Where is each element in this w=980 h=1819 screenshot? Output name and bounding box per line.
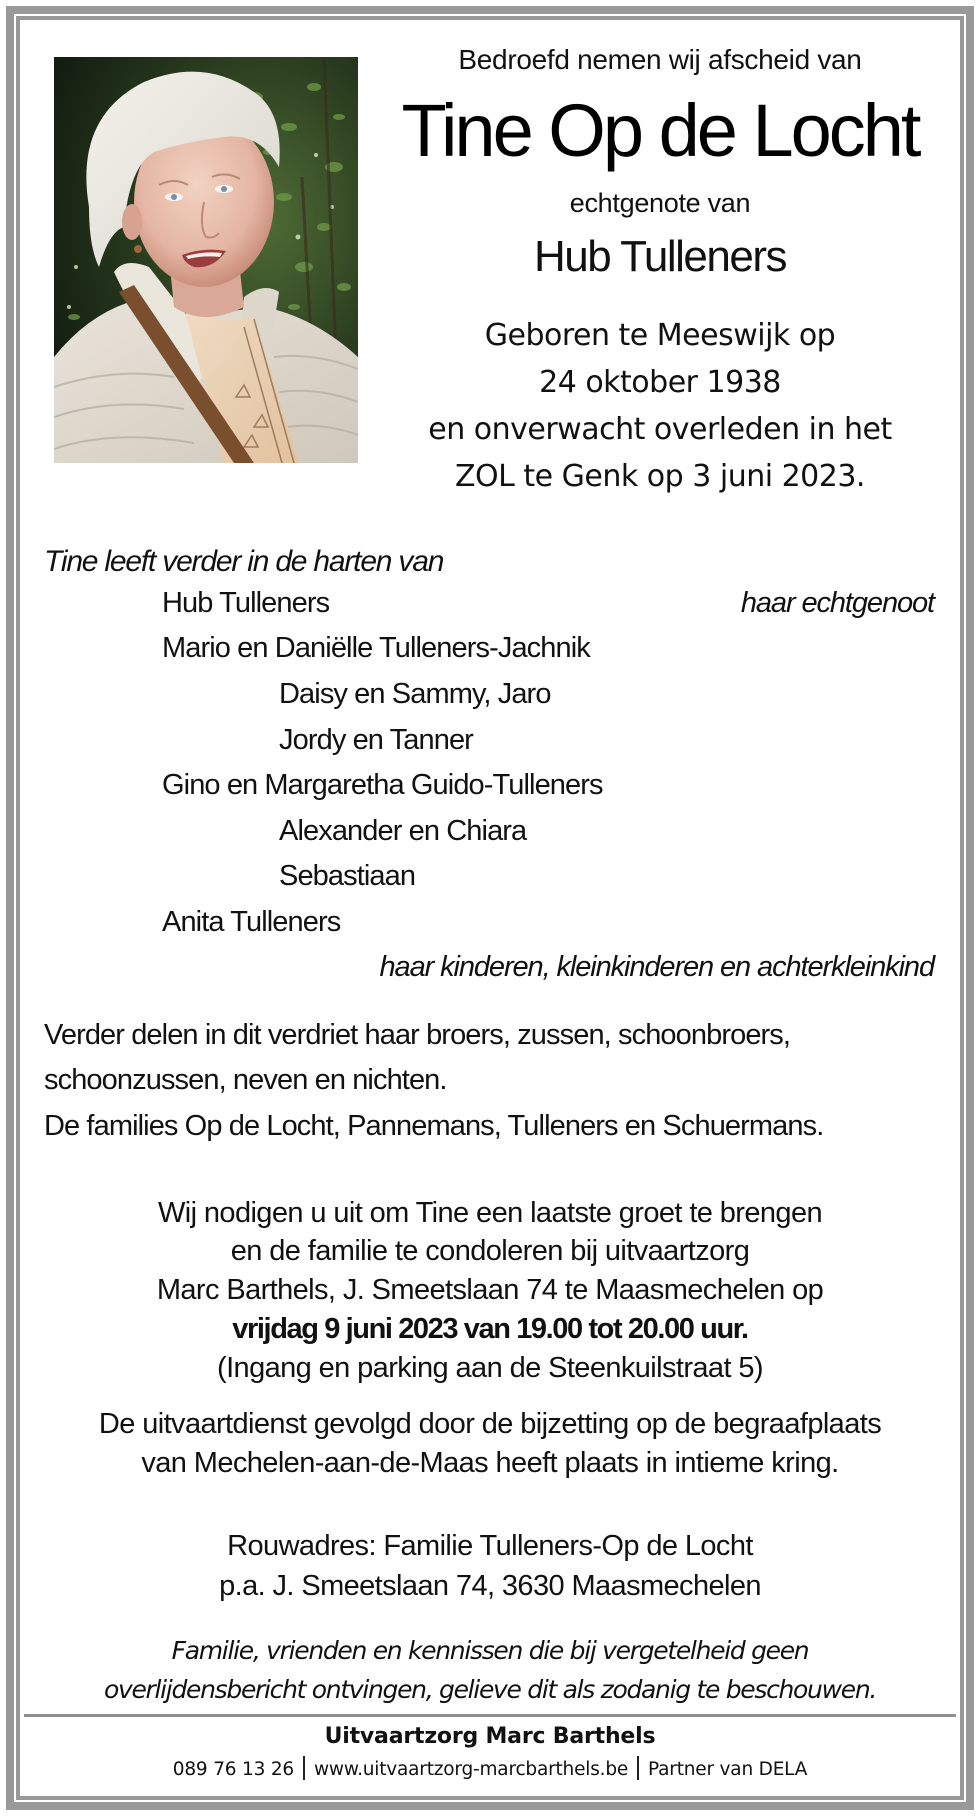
mourner-entry: Alexander en Chiara xyxy=(279,815,527,847)
visitation-datetime: vrijdag 9 juni 2023 van 19.00 tot 20.00 uur. xyxy=(232,1313,748,1345)
mourner-entry: Anita Tulleners xyxy=(162,906,341,938)
mourning-address: p.a. J. Smeetslaan 74, 3630 Maasmechelen xyxy=(219,1570,761,1602)
separator-bar xyxy=(303,1756,305,1780)
mourner-entry: Gino en Margaretha Guido-Tulleners xyxy=(162,769,603,801)
notice-disclaimer: Familie, vrienden en kennissen die bij vergetelheid geen xyxy=(171,1636,809,1665)
deceased-name: Tine Op de Locht xyxy=(401,89,919,172)
website-link[interactable]: www.uitvaartzorg-marcbarthels.be xyxy=(313,1759,629,1780)
service-line: De uitvaartdienst gevolgd door de bijzetting op de begraafplaats xyxy=(98,1408,882,1440)
service-line: van Mechelen-aan-de-Maas heeft plaats in intieme kring. xyxy=(141,1447,839,1479)
notice-disclaimer: overlijdensbericht ontvingen, gelieve dit als zodanig te beschouwen. xyxy=(103,1675,877,1704)
extended-family-line: Verder delen in dit verdriet haar broers, zussen, schoonbroers, xyxy=(44,1019,791,1051)
entrance-info: (Ingang en parking aan de Steenkuilstraat 5) xyxy=(217,1352,763,1384)
invitation-line: en de familie te condoleren bij uitvaartzorg xyxy=(230,1235,750,1267)
invitation-line: Wij nodigen u uit om Tine een laatste groet te brengen xyxy=(157,1197,823,1229)
portrait-photo xyxy=(54,57,358,463)
extended-family-line: schoonzussen, neven en nichten. xyxy=(44,1064,447,1096)
mourner-relation: haar echtgenoot xyxy=(740,587,934,619)
intro-text: Bedroefd nemen wij afscheid van xyxy=(458,44,862,75)
separator-bar xyxy=(637,1756,639,1780)
mourners-closing-relation: haar kinderen, kleinkinderen en achterkleinkind xyxy=(379,951,934,983)
mourner-entry: Daisy en Sammy, Jaro xyxy=(279,678,551,710)
birth-line: Geboren te Meeswijk op xyxy=(484,318,836,353)
spouse-name: Hub Tulleners xyxy=(534,232,786,281)
mourner-entry: Jordy en Tanner xyxy=(279,724,473,756)
mourner-entry: Sebastiaan xyxy=(279,860,416,892)
funeral-home-contact xyxy=(30,1756,950,1780)
spouse-intro: echtgenote van xyxy=(569,188,751,218)
death-line: en onverwacht overleden in het xyxy=(428,412,892,447)
mourner-entry: Mario en Daniëlle Tulleners-Jachnik xyxy=(162,632,590,664)
phone-number[interactable]: 089 76 13 26 xyxy=(172,1759,294,1780)
funeral-home-name: Uitvaartzorg Marc Barthels xyxy=(324,1724,656,1749)
mourner-entry: Hub Tulleners xyxy=(162,587,330,619)
partner-label: Partner van DELA xyxy=(648,1759,808,1780)
extended-family-line: De families Op de Locht, Pannemans, Tulleners en Schuermans. xyxy=(44,1110,824,1142)
mourners-intro: Tine leeft verder in de harten van xyxy=(44,545,444,578)
footer-divider xyxy=(24,1714,956,1717)
birth-date: 24 oktober 1938 xyxy=(539,365,781,400)
invitation-line: Marc Barthels, J. Smeetslaan 74 te Maasmechelen op xyxy=(156,1274,824,1306)
death-date: ZOL te Genk op 3 juni 2023. xyxy=(455,459,865,494)
mourning-address: Rouwadres: Familie Tulleners-Op de Locht xyxy=(227,1530,753,1562)
